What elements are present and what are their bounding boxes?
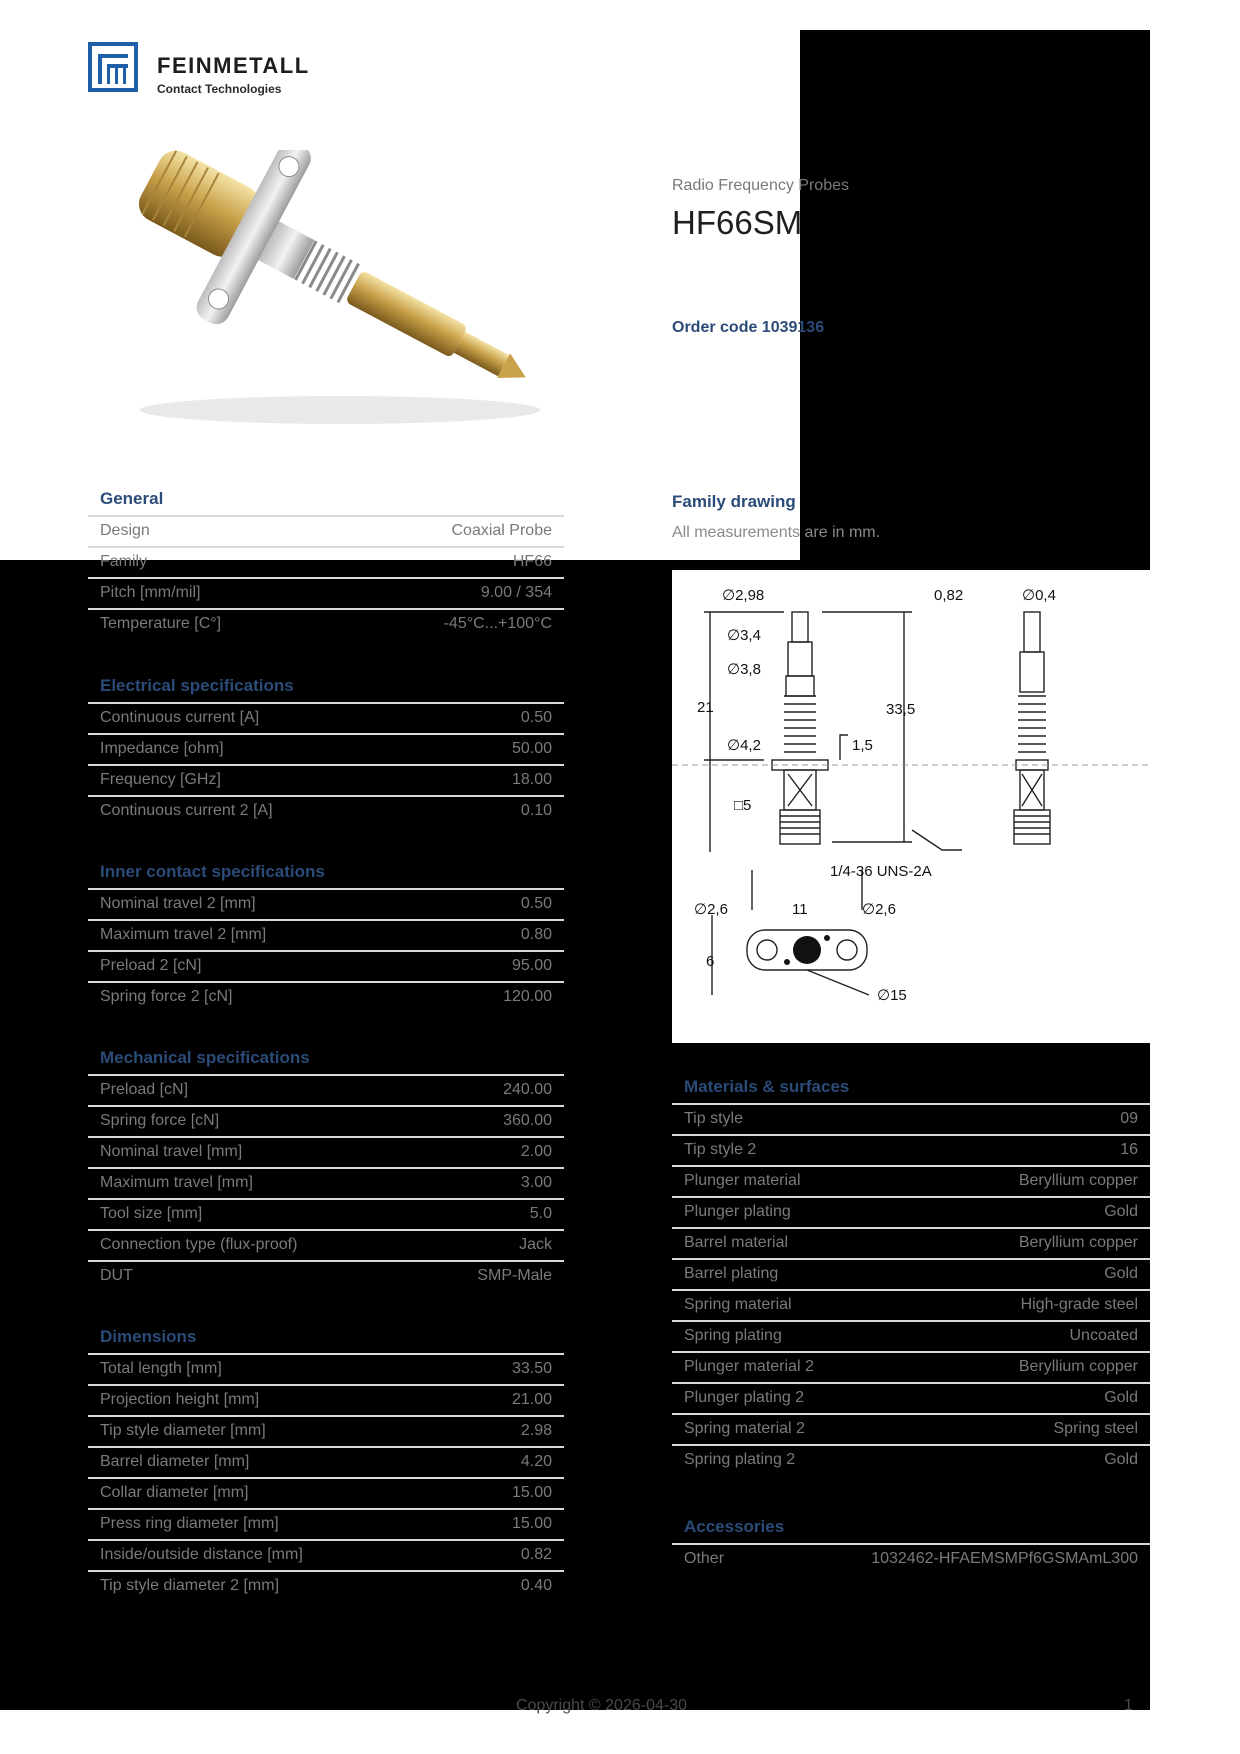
row-value: Beryllium copper — [1018, 1234, 1138, 1251]
row-value: 4.20 — [520, 1453, 552, 1470]
dim-h335: 33,5 — [886, 701, 916, 718]
table-row — [88, 795, 564, 826]
row-value: SMP-Male — [477, 1267, 552, 1284]
table-row — [88, 981, 564, 1012]
table-row — [672, 1289, 1150, 1320]
row-value: 1032462-HFAEMSMPf6GSMAmL300 — [871, 1550, 1138, 1567]
row-label: Tip style 2 — [684, 1141, 757, 1158]
family-drawing — [672, 570, 1150, 1043]
dim-sq5: □5 — [734, 797, 752, 814]
section-heading: Dimensions — [100, 1327, 197, 1346]
row-value: 120.00 — [503, 988, 552, 1005]
table-row — [88, 888, 564, 919]
row-label: Spring plating — [684, 1327, 782, 1344]
brand-tagline: Contact Technologies — [157, 82, 282, 96]
row-value: Gold — [1104, 1265, 1138, 1282]
row-label: Design — [100, 522, 150, 539]
row-label: Continuous current [A] — [100, 709, 260, 726]
row-value: 2.00 — [520, 1143, 552, 1160]
row-value: 360.00 — [503, 1112, 552, 1129]
table-row — [88, 1105, 564, 1136]
row-label: Barrel material — [684, 1234, 789, 1251]
row-label: Maximum travel 2 [mm] — [100, 926, 267, 943]
section-heading: General — [100, 489, 164, 508]
spec-table — [88, 1353, 564, 1601]
page-number: 1 — [1124, 1697, 1133, 1714]
row-value: 0.82 — [520, 1546, 552, 1563]
table-row — [88, 515, 564, 546]
row-value: Uncoated — [1069, 1327, 1138, 1344]
row-value: 95.00 — [511, 957, 552, 974]
row-label: Tip style — [684, 1110, 743, 1127]
row-label: Spring force 2 [cN] — [100, 988, 233, 1005]
row-value: 0.50 — [520, 709, 552, 726]
row-label: Maximum travel [mm] — [100, 1174, 253, 1191]
table-row — [88, 919, 564, 950]
dim-d15: ∅15 — [877, 987, 907, 1004]
row-value: 240.00 — [503, 1081, 552, 1098]
row-label: Inside/outside distance [mm] — [100, 1546, 303, 1563]
dim-t15: 1,5 — [852, 737, 873, 754]
spec-table — [88, 702, 564, 826]
dim-w082: 0,82 — [934, 587, 964, 604]
row-value: High-grade steel — [1020, 1296, 1138, 1313]
table-row — [672, 1134, 1150, 1165]
row-label: Nominal travel [mm] — [100, 1143, 243, 1160]
row-label: Collar diameter [mm] — [100, 1484, 249, 1501]
table-row — [88, 1353, 564, 1384]
table-row — [88, 702, 564, 733]
row-label: Plunger material — [684, 1172, 801, 1189]
dim-h26a: ∅2,6 — [694, 901, 728, 918]
table-row — [88, 764, 564, 795]
table-row — [88, 950, 564, 981]
row-label: Pitch [mm/mil] — [100, 584, 201, 601]
row-label: Nominal travel 2 [mm] — [100, 895, 256, 912]
section-heading: Mechanical specifications — [100, 1048, 310, 1067]
row-label: Plunger plating 2 — [684, 1389, 805, 1406]
row-label: DUT — [100, 1267, 133, 1284]
redacted-region-right — [800, 30, 1150, 570]
table-row — [672, 1227, 1150, 1258]
product-title: HF66SM — [672, 204, 803, 241]
row-value: Gold — [1104, 1451, 1138, 1468]
row-value: 15.00 — [511, 1484, 552, 1501]
table-row — [672, 1444, 1150, 1475]
brand-name: FEINMETALL — [157, 53, 310, 78]
row-value: 16 — [1120, 1141, 1138, 1158]
section-heading: Inner contact specifications — [100, 862, 325, 881]
row-label: Press ring diameter [mm] — [100, 1515, 279, 1532]
order-code: Order code 1039136 — [672, 319, 825, 336]
table-row — [672, 1320, 1150, 1351]
table-row — [88, 1136, 564, 1167]
table-row — [88, 1477, 564, 1508]
table-row — [88, 1198, 564, 1229]
row-value: Gold — [1104, 1203, 1138, 1220]
table-row — [88, 1570, 564, 1601]
dim-d04: ∅0,4 — [1022, 587, 1056, 604]
table-row — [88, 1508, 564, 1539]
spec-table — [672, 1103, 1150, 1475]
row-value: Beryllium copper — [1018, 1172, 1138, 1189]
row-label: Preload [cN] — [100, 1081, 189, 1098]
row-label: Continuous current 2 [A] — [100, 802, 273, 819]
section-heading: Accessories — [684, 1517, 785, 1536]
row-label: Frequency [GHz] — [100, 771, 221, 788]
row-label: Family — [100, 553, 148, 570]
row-value: 5.0 — [529, 1205, 552, 1222]
dim-w11: 11 — [792, 901, 808, 918]
row-value: Jack — [519, 1236, 552, 1253]
table-row — [672, 1351, 1150, 1382]
family-drawing-heading: Family drawing — [672, 492, 796, 511]
row-value: HF66 — [512, 553, 552, 570]
row-value: 18.00 — [511, 771, 552, 788]
table-row — [88, 577, 564, 608]
row-label: Plunger plating — [684, 1203, 791, 1220]
row-label: Tool size [mm] — [100, 1205, 203, 1222]
feinmetall-logo-icon — [88, 42, 138, 92]
row-value: 50.00 — [511, 740, 552, 757]
table-row — [672, 1258, 1150, 1289]
spec-table — [672, 1543, 1150, 1574]
page-margin-right — [1150, 0, 1240, 1754]
product-image — [100, 150, 580, 440]
dim-h21: 21 — [697, 699, 714, 716]
table-row — [88, 1446, 564, 1477]
section-heading: Materials & surfaces — [684, 1077, 850, 1096]
row-label: Preload 2 [cN] — [100, 957, 202, 974]
row-value: Spring steel — [1053, 1420, 1138, 1437]
row-label: Barrel plating — [684, 1265, 779, 1282]
copyright: Copyright © 2026-04-30 — [516, 1697, 687, 1714]
row-label: Spring plating 2 — [684, 1451, 796, 1468]
row-value: 0.10 — [520, 802, 552, 819]
row-value: 0.50 — [520, 895, 552, 912]
row-label: Spring material 2 — [684, 1420, 805, 1437]
row-value: 21.00 — [511, 1391, 552, 1408]
dim-thread: 1/4-36 UNS-2A — [830, 863, 932, 880]
row-label: Spring material — [684, 1296, 792, 1313]
table-row — [88, 1384, 564, 1415]
row-value: Coaxial Probe — [451, 522, 552, 539]
table-row — [672, 1165, 1150, 1196]
row-label: Spring force [cN] — [100, 1112, 220, 1129]
table-row — [88, 733, 564, 764]
table-row — [88, 546, 564, 577]
table-row — [88, 1539, 564, 1570]
product-category: Radio Frequency Probes — [672, 177, 849, 194]
row-value: Beryllium copper — [1018, 1358, 1138, 1375]
spec-table — [88, 1074, 564, 1291]
row-value: 15.00 — [511, 1515, 552, 1532]
row-label: Temperature [C°] — [100, 615, 222, 632]
row-label: Connection type (flux-proof) — [100, 1236, 298, 1253]
dim-tip-diameter: ∅2,98 — [722, 587, 765, 604]
table-row — [672, 1103, 1150, 1134]
table-row — [672, 1543, 1150, 1574]
row-label: Barrel diameter [mm] — [100, 1453, 250, 1470]
row-value: 9.00 / 354 — [480, 584, 552, 601]
table-row — [88, 1074, 564, 1105]
row-label: Total length [mm] — [100, 1360, 222, 1377]
dim-h26b: ∅2,6 — [862, 901, 896, 918]
dim-d1: ∅3,4 — [727, 627, 761, 644]
row-value: 33.50 — [511, 1360, 552, 1377]
table-row — [672, 1196, 1150, 1227]
row-value: -45°C...+100°C — [443, 615, 552, 632]
spec-table — [88, 888, 564, 1012]
dim-d2: ∅3,8 — [727, 661, 761, 678]
row-label: Plunger material 2 — [684, 1358, 814, 1375]
row-value: 3.00 — [520, 1174, 552, 1191]
row-label: Other — [684, 1550, 725, 1567]
family-drawing-note: All measurements are in mm. — [672, 524, 881, 541]
row-value: Gold — [1104, 1389, 1138, 1406]
table-row — [88, 1415, 564, 1446]
table-row — [88, 1229, 564, 1260]
section-heading: Electrical specifications — [100, 676, 294, 695]
row-label: Tip style diameter 2 [mm] — [100, 1577, 280, 1594]
row-value: 09 — [1120, 1110, 1138, 1127]
table-row — [672, 1382, 1150, 1413]
row-label: Tip style diameter [mm] — [100, 1422, 266, 1439]
table-row — [88, 1167, 564, 1198]
dim-h6: 6 — [706, 953, 715, 970]
table-row — [88, 1260, 564, 1291]
dim-d3: ∅4,2 — [727, 737, 761, 754]
row-label: Projection height [mm] — [100, 1391, 260, 1408]
row-label: Impedance [ohm] — [100, 740, 224, 757]
row-value: 2.98 — [520, 1422, 552, 1439]
row-value: 0.80 — [520, 926, 552, 943]
row-value: 0.40 — [520, 1577, 552, 1594]
spec-table — [88, 515, 564, 639]
table-row — [88, 608, 564, 639]
table-row — [672, 1413, 1150, 1444]
